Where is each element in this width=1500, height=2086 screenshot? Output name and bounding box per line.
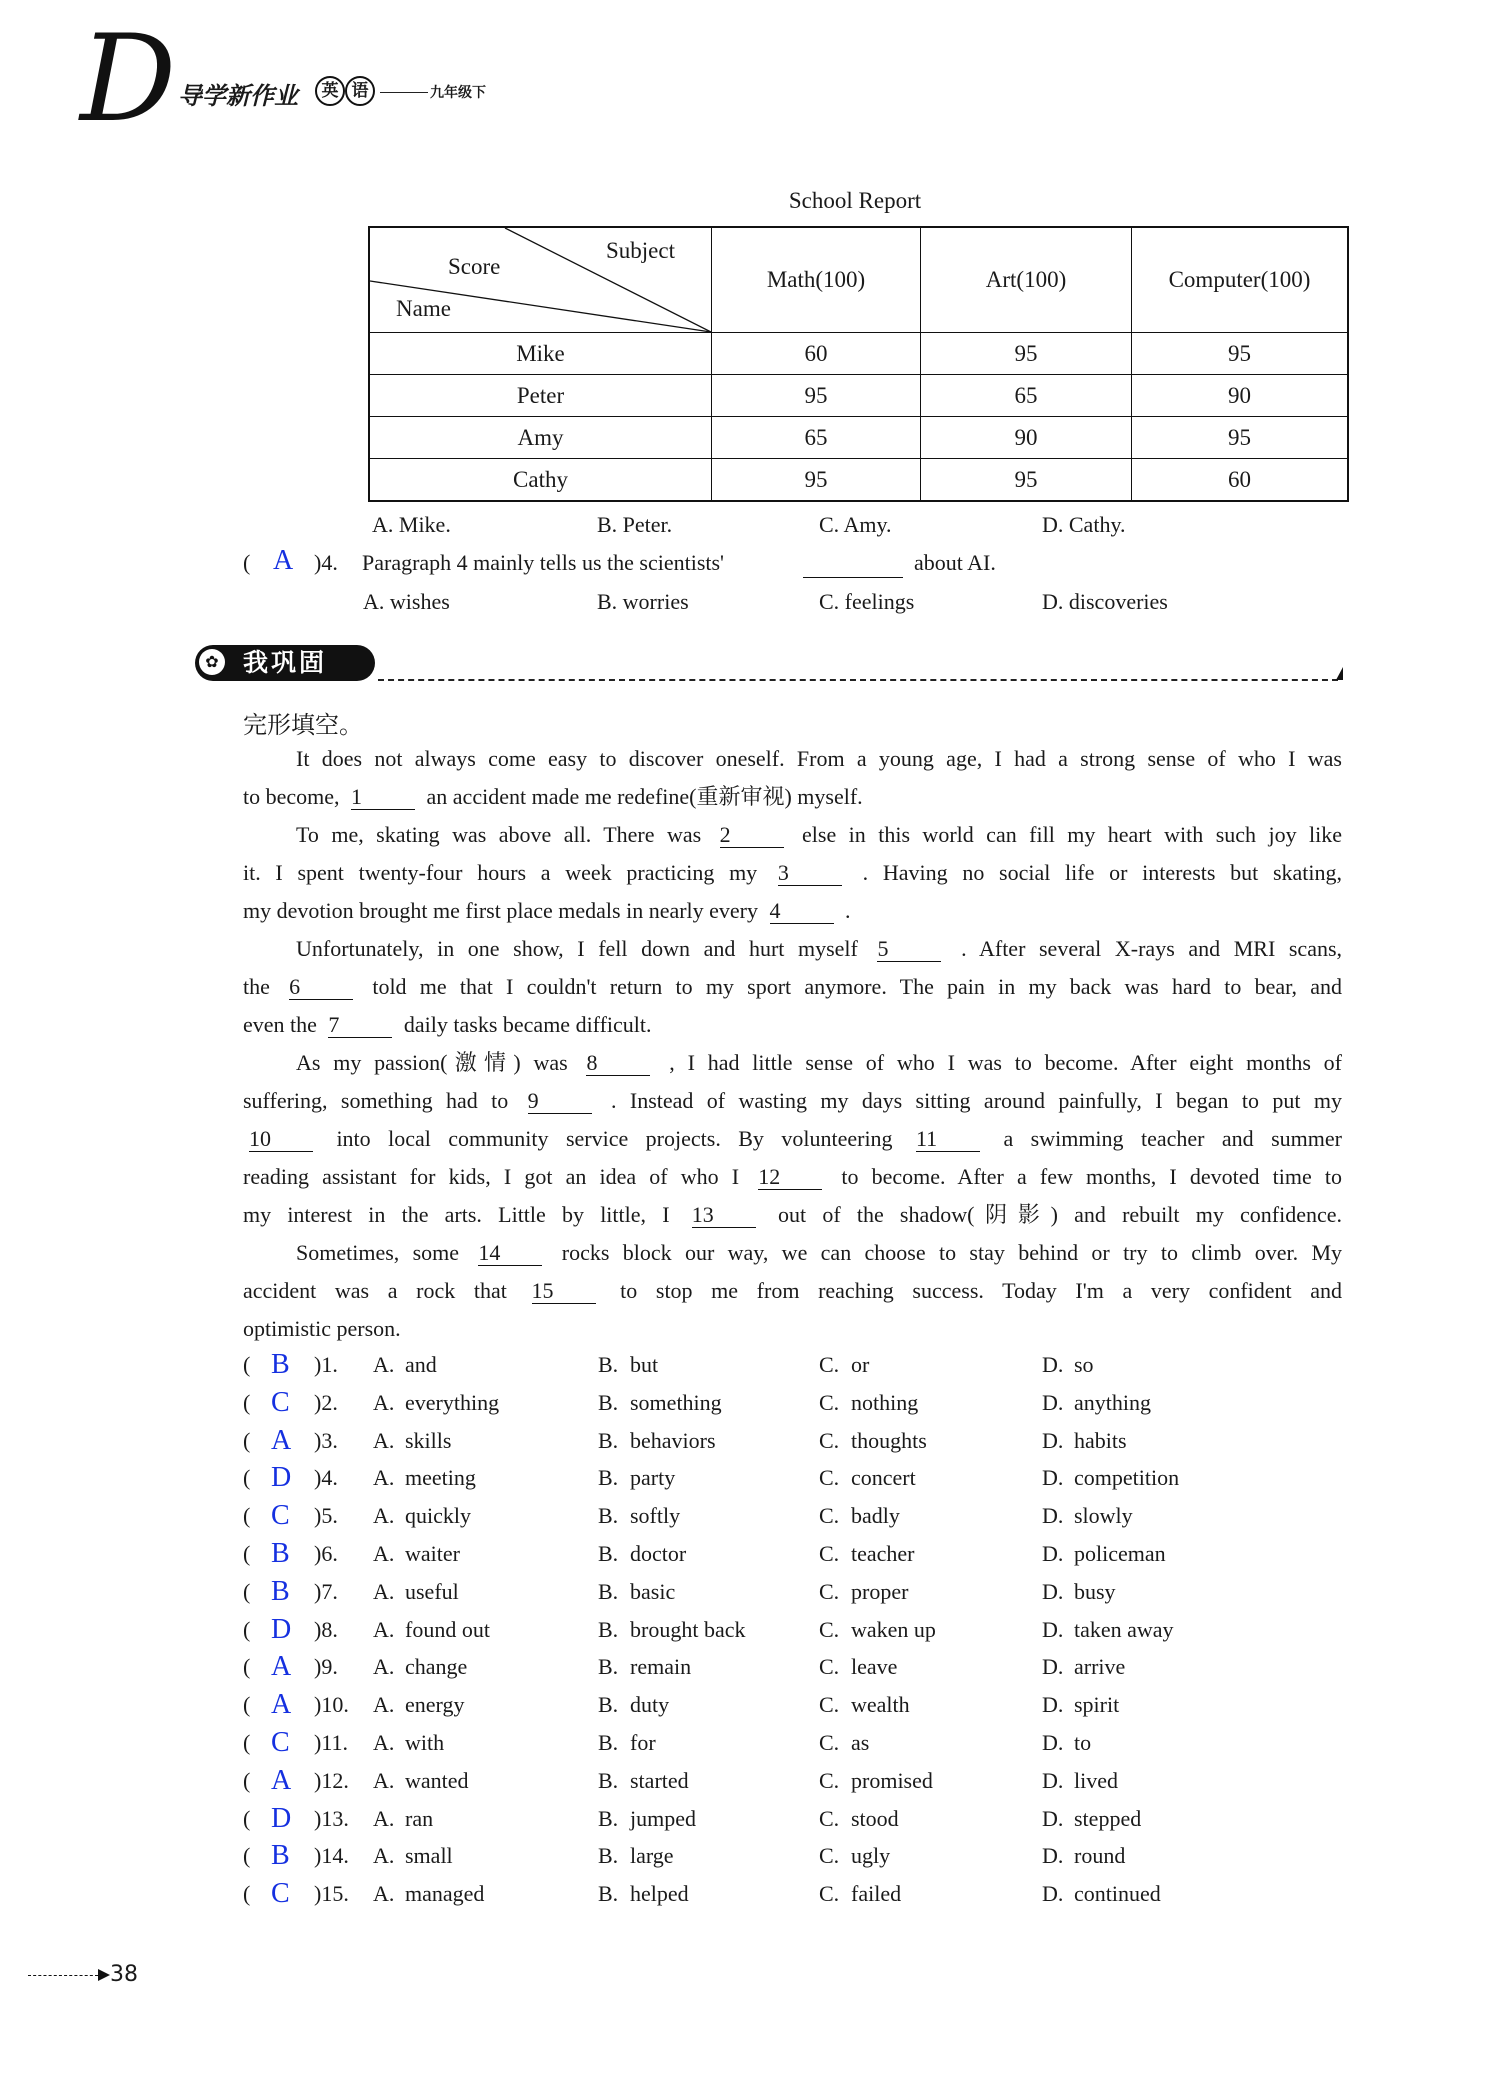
passage-line — [243, 859, 1342, 887]
table-row — [369, 417, 1348, 459]
passage-line — [296, 1049, 1342, 1077]
option-letter: C. — [819, 1389, 840, 1415]
arrow-right-icon — [98, 1969, 110, 1981]
passage-text: into local community service projects. By volunteering — [336, 1126, 893, 1151]
option-letter: C. — [819, 1692, 840, 1718]
paren-open: ( — [243, 1730, 251, 1755]
paren-open: ( — [243, 1503, 251, 1529]
option-text: to — [1074, 1730, 1092, 1755]
paren-open: ( — [243, 1352, 251, 1377]
score-cell: 95 — [921, 333, 1132, 375]
option-text: teacher — [851, 1541, 915, 1566]
question-number: )3. — [314, 1427, 338, 1453]
option-letter: B. — [598, 1616, 619, 1642]
question-number: )9. — [314, 1654, 338, 1680]
question-number: )8. — [314, 1616, 338, 1642]
student-name: Peter — [369, 375, 712, 417]
option-text: useful — [405, 1578, 459, 1604]
student-name: Mike — [369, 333, 712, 375]
option-text: managed — [405, 1881, 485, 1907]
passage-line — [296, 745, 1342, 773]
option-letter: C. — [819, 1654, 840, 1680]
option-letter: A. — [373, 1427, 395, 1453]
question-number: )1. — [314, 1352, 338, 1377]
passage-line — [296, 1239, 1342, 1267]
blank-3: 3 — [778, 861, 842, 886]
corner-score: Score — [448, 254, 501, 279]
option-text: round — [1074, 1843, 1126, 1869]
option-text: energy — [405, 1692, 465, 1718]
option-letter: C. — [819, 1465, 840, 1491]
passage-text: an accident made me redefine(重新审视) myself. — [426, 784, 863, 809]
option-letter: D. — [1042, 1692, 1064, 1718]
option-text: small — [405, 1843, 453, 1869]
option-text: arrive — [1074, 1654, 1126, 1680]
option-letter: A. — [373, 1692, 395, 1718]
option-letter: B. — [598, 1541, 619, 1566]
option-text: failed — [851, 1881, 902, 1907]
page-number: 38 — [110, 1962, 138, 1987]
score-cell: 65 — [921, 375, 1132, 417]
option-text: ran — [405, 1805, 434, 1831]
option-text: waken up — [851, 1616, 936, 1642]
blank-15: 15 — [532, 1279, 596, 1304]
passage-line — [243, 1011, 1342, 1039]
blank-8: 8 — [586, 1051, 650, 1076]
student-name: Cathy — [369, 459, 712, 502]
column-header: Math(100) — [712, 227, 921, 333]
passage-line — [296, 935, 1342, 963]
option-text: behaviors — [630, 1427, 716, 1453]
blank-10: 10 — [249, 1127, 313, 1152]
q3-option: D. Cathy. — [1042, 512, 1126, 537]
paren-open: ( — [243, 1692, 251, 1718]
task-instruction: 完形填空。 — [243, 711, 363, 739]
option-letter: D. — [1042, 1616, 1064, 1642]
answer-letter: D — [271, 1462, 292, 1494]
option-letter: A. — [373, 1730, 395, 1755]
question-number: )10. — [314, 1692, 349, 1718]
paren-open: ( — [243, 1541, 251, 1566]
passage-text: else in this world can fill my heart with such joy like — [802, 822, 1342, 847]
option-letter: B. — [598, 1503, 619, 1529]
passage-line — [243, 783, 1342, 811]
blank-6: 6 — [289, 975, 353, 1000]
blank-7: 7 — [328, 1013, 392, 1038]
footer-dashes — [28, 1975, 98, 1976]
option-letter: B. — [598, 1352, 619, 1377]
passage-text: to stop me from reaching success. Today I'm a very confident and — [620, 1278, 1343, 1303]
passage-line — [243, 1315, 1342, 1343]
option-text: nothing — [851, 1389, 919, 1415]
passage-text: accident was a rock that — [243, 1278, 507, 1303]
option-text: change — [405, 1654, 468, 1680]
blank-1: 1 — [351, 785, 415, 810]
option-letter: D. — [1042, 1541, 1064, 1566]
option-text: brought back — [630, 1616, 746, 1642]
option-text: continued — [1074, 1881, 1161, 1907]
option-letter: B. — [598, 1730, 619, 1755]
column-header: Art(100) — [921, 227, 1132, 333]
option-letter: A. — [373, 1578, 395, 1604]
paren-open: ( — [243, 1616, 251, 1642]
option-letter: C. — [819, 1730, 840, 1755]
option-letter: C. — [819, 1881, 840, 1907]
answer-letter: C — [271, 1727, 290, 1758]
lightbulb-icon: ✿ — [199, 649, 225, 675]
blank-5: 5 — [877, 937, 941, 962]
option-letter: B. — [598, 1654, 619, 1680]
option-letter: D. — [1042, 1843, 1064, 1869]
passage-text: my interest in the arts. Little by little, I — [243, 1202, 670, 1227]
option-text: everything — [405, 1389, 500, 1415]
option-text: concert — [851, 1465, 916, 1491]
score-cell: 60 — [712, 333, 921, 375]
option-letter: C. — [819, 1843, 840, 1869]
answer-letter: B — [271, 1538, 290, 1569]
answer-letter: B — [271, 1840, 290, 1872]
school-report-table — [368, 226, 1349, 502]
passage-line — [243, 1163, 1342, 1191]
q4-option: B. worries — [597, 589, 689, 614]
passage-text: suffering, something had to — [243, 1088, 509, 1113]
option-text: stood — [851, 1805, 899, 1831]
option-text: promised — [851, 1767, 933, 1793]
option-text: thoughts — [851, 1427, 927, 1453]
score-cell: 95 — [712, 459, 921, 502]
option-text: duty — [630, 1692, 670, 1718]
answer-letter: D — [271, 1613, 292, 1645]
passage-line — [243, 897, 1342, 925]
option-text: taken away — [1074, 1616, 1174, 1642]
paren-open: ( — [243, 1578, 251, 1604]
passage-text: As my passion(激情) was — [296, 1050, 568, 1075]
option-letter: A. — [373, 1881, 395, 1907]
q4-number: )4. — [314, 550, 338, 575]
passage-line — [243, 1125, 1342, 1153]
paren-open: ( — [243, 1805, 251, 1831]
option-letter: C. — [819, 1578, 840, 1604]
table-row — [369, 459, 1348, 502]
passage-text: . Having no social life or interests but skating, — [862, 860, 1343, 885]
passage-text: . After several X-rays and MRI scans, — [961, 936, 1343, 961]
option-text: wanted — [405, 1767, 469, 1793]
option-letter: B. — [598, 1767, 619, 1793]
option-text: wealth — [851, 1692, 910, 1718]
option-letter: C. — [819, 1767, 840, 1793]
paren-open: ( — [243, 1767, 251, 1793]
question-number: )14. — [314, 1843, 349, 1869]
q3-option: C. Amy. — [819, 512, 892, 537]
q4-answer: A — [273, 545, 294, 576]
option-letter: D. — [1042, 1730, 1064, 1755]
answer-letter: C — [271, 1386, 290, 1418]
option-text: quickly — [405, 1503, 471, 1529]
option-letter: D. — [1042, 1578, 1064, 1604]
answer-letter: D — [271, 1802, 292, 1834]
blank-4: 4 — [770, 899, 834, 924]
option-letter: A. — [373, 1843, 395, 1869]
option-text: lived — [1074, 1767, 1118, 1793]
corner-header-cell — [369, 227, 712, 333]
option-text: slowly — [1074, 1503, 1133, 1529]
passage-text: out of the shadow(阴影) and rebuilt my confidence. — [778, 1202, 1343, 1227]
option-text: busy — [1074, 1578, 1116, 1604]
option-letter: C. — [819, 1352, 840, 1377]
brand-title: 导学新作业 — [178, 82, 298, 110]
section-header — [195, 645, 375, 681]
option-text: softly — [630, 1503, 681, 1529]
section-title: 我巩固 — [243, 648, 328, 677]
option-text: proper — [851, 1578, 909, 1604]
corner-subject: Subject — [606, 238, 675, 263]
option-text: started — [630, 1767, 689, 1793]
table-row — [369, 375, 1348, 417]
passage-text: It does not always come easy to discover oneself. From a young age, I had a strong sense of who I was — [296, 746, 1342, 771]
option-letter: A. — [373, 1541, 395, 1566]
answer-letter: A — [271, 1764, 292, 1796]
option-letter: C. — [819, 1805, 840, 1831]
q4-option: A. wishes — [363, 589, 450, 614]
paren-open: ( — [243, 1843, 251, 1869]
option-letter: C. — [819, 1427, 840, 1453]
option-letter: B. — [598, 1692, 619, 1718]
option-letter: D. — [1042, 1503, 1064, 1529]
option-text: ugly — [851, 1843, 891, 1869]
option-letter: D. — [1042, 1352, 1064, 1377]
passage-text: daily tasks became difficult. — [403, 1012, 652, 1037]
header-rule — [380, 92, 428, 93]
option-letter: A. — [373, 1767, 395, 1793]
answer-letter: A — [271, 1424, 292, 1456]
option-letter: A. — [373, 1465, 395, 1491]
passage-text: even the — [243, 1012, 317, 1037]
q4-option: C. feelings — [819, 589, 915, 614]
q4-option: D. discoveries — [1042, 589, 1168, 614]
q4-stem-end: about AI. — [914, 550, 996, 575]
option-letter: A. — [373, 1389, 395, 1415]
paren-open: ( — [243, 1465, 251, 1491]
option-text: anything — [1074, 1389, 1151, 1415]
question-number: )2. — [314, 1389, 338, 1415]
option-text: skills — [405, 1427, 452, 1453]
option-text: party — [630, 1465, 676, 1491]
option-text: and — [405, 1352, 437, 1377]
paren-open: ( — [243, 1654, 251, 1680]
question-number: )7. — [314, 1578, 338, 1604]
question-number: )4. — [314, 1465, 338, 1491]
option-text: but — [630, 1352, 659, 1377]
option-text: basic — [630, 1578, 676, 1604]
score-cell: 65 — [712, 417, 921, 459]
passage-line — [296, 821, 1342, 849]
option-text: badly — [851, 1503, 900, 1529]
passage-text: my devotion brought me first place medals in nearly every — [243, 898, 759, 923]
passage-text: Sometimes, some — [296, 1240, 460, 1265]
option-text: something — [630, 1389, 722, 1415]
passage-text: , I had little sense of who I was to become. After eight months of — [669, 1050, 1343, 1075]
passage-text: Unfortunately, in one show, I fell down and hurt myself — [296, 936, 858, 961]
q3-option: B. Peter. — [597, 512, 673, 537]
question-number: )15. — [314, 1881, 349, 1907]
option-letter: B. — [598, 1805, 619, 1831]
option-letter: B. — [598, 1881, 619, 1907]
option-text: large — [630, 1843, 674, 1869]
passage-text: rocks block our way, we can choose to stay behind or try to climb over. My — [561, 1240, 1343, 1265]
passage-text: the — [243, 974, 270, 999]
option-letter: B. — [598, 1578, 619, 1604]
option-letter: A. — [373, 1654, 395, 1680]
option-text: remain — [630, 1654, 692, 1680]
passage-text: optimistic person. — [243, 1316, 401, 1341]
option-text: stepped — [1074, 1805, 1142, 1831]
option-letter: D. — [1042, 1767, 1064, 1793]
option-letter: A. — [373, 1805, 395, 1831]
question-number: )5. — [314, 1503, 338, 1529]
q4-stem: Paragraph 4 mainly tells us the scientists' — [362, 550, 725, 575]
option-letter: B. — [598, 1465, 619, 1491]
blank-11: 11 — [916, 1127, 980, 1152]
option-text: with — [405, 1730, 445, 1755]
blank-9: 9 — [528, 1089, 592, 1114]
question-number: )6. — [314, 1541, 338, 1566]
column-header: Computer(100) — [1132, 227, 1349, 333]
blank-14: 14 — [478, 1241, 542, 1266]
grade-label: 九年级下 — [430, 85, 486, 101]
answer-letter: C — [271, 1878, 290, 1910]
passage-text: a swimming teacher and summer — [1003, 1126, 1342, 1151]
option-text: as — [851, 1730, 870, 1755]
passage-line — [243, 1087, 1342, 1115]
passage-text: told me that I couldn't return to my sport anymore. The pain in my back was hard to bear, and — [372, 974, 1343, 999]
passage-text: it. I spent twenty-four hours a week practicing my — [243, 860, 758, 885]
option-letter: C. — [819, 1616, 840, 1642]
passage-text: reading assistant for kids, I got an idea of who I — [243, 1164, 740, 1189]
passage-line — [243, 1277, 1342, 1305]
page-footer — [28, 1962, 138, 1987]
passage-line — [243, 1201, 1342, 1229]
option-text: found out — [405, 1616, 490, 1642]
option-text: meeting — [405, 1465, 476, 1491]
subject-char: 英 — [315, 76, 345, 106]
passage-line — [243, 973, 1342, 1001]
table-row — [369, 333, 1348, 375]
option-text: so — [1074, 1352, 1094, 1377]
option-text: jumped — [630, 1805, 696, 1831]
answer-letter: B — [271, 1349, 290, 1380]
question-number: )12. — [314, 1767, 349, 1793]
option-letter: A. — [373, 1352, 395, 1377]
option-text: habits — [1074, 1427, 1127, 1453]
answer-letter: A — [271, 1689, 292, 1721]
score-cell: 95 — [921, 459, 1132, 502]
q3-option: A. Mike. — [372, 512, 451, 537]
score-cell: 95 — [1132, 333, 1349, 375]
option-letter: C. — [819, 1503, 840, 1529]
subject-char: 语 — [345, 76, 375, 106]
corner-mark — [1336, 667, 1343, 680]
option-letter: D. — [1042, 1465, 1064, 1491]
paren-open: ( — [243, 1389, 251, 1415]
option-letter: B. — [598, 1427, 619, 1453]
option-letter: D. — [1042, 1389, 1064, 1415]
option-letter: B. — [598, 1389, 619, 1415]
option-letter: D. — [1042, 1805, 1064, 1831]
question-number: )13. — [314, 1805, 349, 1831]
option-letter: D. — [1042, 1427, 1064, 1453]
option-text: helped — [630, 1881, 689, 1907]
subject-badge — [315, 76, 375, 106]
blank-12: 12 — [758, 1165, 822, 1190]
option-text: spirit — [1074, 1692, 1120, 1718]
option-letter: D. — [1042, 1881, 1064, 1907]
passage-text: to become. After a few months, I devoted time to — [841, 1164, 1343, 1189]
score-cell: 90 — [1132, 375, 1349, 417]
option-text: leave — [851, 1654, 898, 1680]
paren-open: ( — [243, 1427, 251, 1453]
option-letter: A. — [373, 1503, 395, 1529]
score-cell: 60 — [1132, 459, 1349, 502]
option-text: policeman — [1074, 1541, 1166, 1566]
option-letter: A. — [373, 1616, 395, 1642]
option-letter: C. — [819, 1541, 840, 1566]
option-text: for — [630, 1730, 656, 1755]
score-cell: 95 — [712, 375, 921, 417]
passage-text: . — [845, 898, 851, 923]
option-letter: D. — [1042, 1654, 1064, 1680]
score-cell: 95 — [1132, 417, 1349, 459]
corner-name: Name — [396, 296, 451, 321]
student-name: Amy — [369, 417, 712, 459]
paren-open: ( — [243, 1881, 251, 1907]
option-text: waiter — [405, 1541, 460, 1566]
passage-text: To me, skating was above all. There was — [296, 822, 702, 847]
option-text: competition — [1074, 1465, 1180, 1491]
blank-2: 2 — [720, 823, 784, 848]
blank-13: 13 — [692, 1203, 756, 1228]
paren-open: ( — [243, 550, 251, 575]
option-text: doctor — [630, 1541, 687, 1566]
passage-text: to become, — [243, 784, 340, 809]
report-title: School Report — [788, 188, 922, 213]
answer-letter: C — [271, 1500, 290, 1532]
score-cell: 90 — [921, 417, 1132, 459]
passage-text: . Instead of wasting my days sitting around painfully, I began to put my — [611, 1088, 1343, 1113]
section-divider — [378, 679, 1338, 681]
option-text: or — [851, 1352, 870, 1377]
logo-letter: D — [80, 10, 177, 149]
q4-blank — [803, 577, 903, 578]
answer-letter: B — [271, 1575, 290, 1607]
question-number: )11. — [314, 1730, 349, 1755]
answer-letter: A — [271, 1651, 292, 1683]
option-letter: B. — [598, 1843, 619, 1869]
